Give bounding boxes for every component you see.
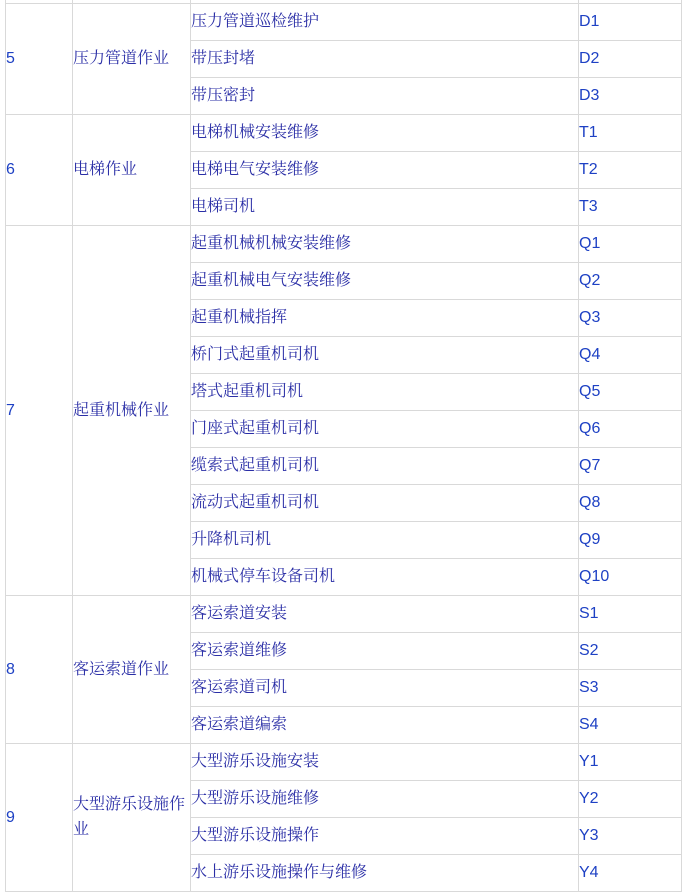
- item-code-cell: T3: [579, 188, 682, 225]
- item-code-cell: Q8: [579, 484, 682, 521]
- item-name-cell: 起重机械电气安装维修: [191, 262, 579, 299]
- special-equipment-operations-table: [5, 0, 682, 892]
- item-name-cell: 带压密封: [191, 77, 579, 114]
- table-wrapper: [5, 0, 682, 892]
- item-code-cell: Q10: [579, 558, 682, 595]
- section-number-cell: 5: [6, 3, 73, 114]
- item-code-cell: T1: [579, 114, 682, 151]
- section-number-cell: 6: [6, 114, 73, 225]
- item-code-cell: Q9: [579, 521, 682, 558]
- item-name-cell: 桥门式起重机司机: [191, 336, 579, 373]
- item-code-cell: Q7: [579, 447, 682, 484]
- item-name-cell: 流动式起重机司机: [191, 484, 579, 521]
- category-name-cell: 压力管道作业: [73, 3, 191, 114]
- category-name-cell: 电梯作业: [73, 114, 191, 225]
- item-name-cell: 起重机械指挥: [191, 299, 579, 336]
- item-code-cell: D1: [579, 3, 682, 40]
- item-code-cell: Q3: [579, 299, 682, 336]
- item-code-cell: S3: [579, 669, 682, 706]
- item-name-cell: 水上游乐设施操作与维修: [191, 854, 579, 891]
- item-name-cell: 大型游乐设施维修: [191, 780, 579, 817]
- table-row: [6, 114, 682, 151]
- item-name-cell: 大型游乐设施操作: [191, 817, 579, 854]
- item-code-cell: S4: [579, 706, 682, 743]
- section-number-cell: 9: [6, 743, 73, 891]
- item-code-cell: D2: [579, 40, 682, 77]
- item-name-cell: 电梯机械安装维修: [191, 114, 579, 151]
- category-name-cell: 客运索道作业: [73, 595, 191, 743]
- item-name-cell: 缆索式起重机司机: [191, 447, 579, 484]
- table-row: [6, 743, 682, 780]
- item-code-cell: Y3: [579, 817, 682, 854]
- item-code-cell: Y2: [579, 780, 682, 817]
- table-row: [6, 595, 682, 632]
- category-name-cell: 大型游乐设施作业: [73, 743, 191, 891]
- item-name-cell: 机械式停车设备司机: [191, 558, 579, 595]
- item-code-cell: Q2: [579, 262, 682, 299]
- item-name-cell: 电梯司机: [191, 188, 579, 225]
- item-name-cell: 塔式起重机司机: [191, 373, 579, 410]
- table-body: [6, 0, 682, 891]
- item-code-cell: Q1: [579, 225, 682, 262]
- item-name-cell: 压力管道巡检维护: [191, 3, 579, 40]
- item-name-cell: 带压封堵: [191, 40, 579, 77]
- item-code-cell: T2: [579, 151, 682, 188]
- item-code-cell: Q5: [579, 373, 682, 410]
- item-name-cell: 客运索道维修: [191, 632, 579, 669]
- item-code-cell: S1: [579, 595, 682, 632]
- table-row: [6, 225, 682, 262]
- item-name-cell: 升降机司机: [191, 521, 579, 558]
- item-name-cell: 门座式起重机司机: [191, 410, 579, 447]
- category-name-cell: 起重机械作业: [73, 225, 191, 595]
- item-name-cell: 起重机械机械安装维修: [191, 225, 579, 262]
- item-name-cell: 客运索道安装: [191, 595, 579, 632]
- item-name-cell: 客运索道编索: [191, 706, 579, 743]
- item-name-cell: 大型游乐设施安装: [191, 743, 579, 780]
- item-name-cell: 客运索道司机: [191, 669, 579, 706]
- section-number-cell: 8: [6, 595, 73, 743]
- item-code-cell: Q6: [579, 410, 682, 447]
- item-code-cell: S2: [579, 632, 682, 669]
- item-code-cell: Y4: [579, 854, 682, 891]
- item-code-cell: D3: [579, 77, 682, 114]
- section-number-cell: 7: [6, 225, 73, 595]
- item-code-cell: Q4: [579, 336, 682, 373]
- table-row: [6, 3, 682, 40]
- item-name-cell: 电梯电气安装维修: [191, 151, 579, 188]
- item-code-cell: Y1: [579, 743, 682, 780]
